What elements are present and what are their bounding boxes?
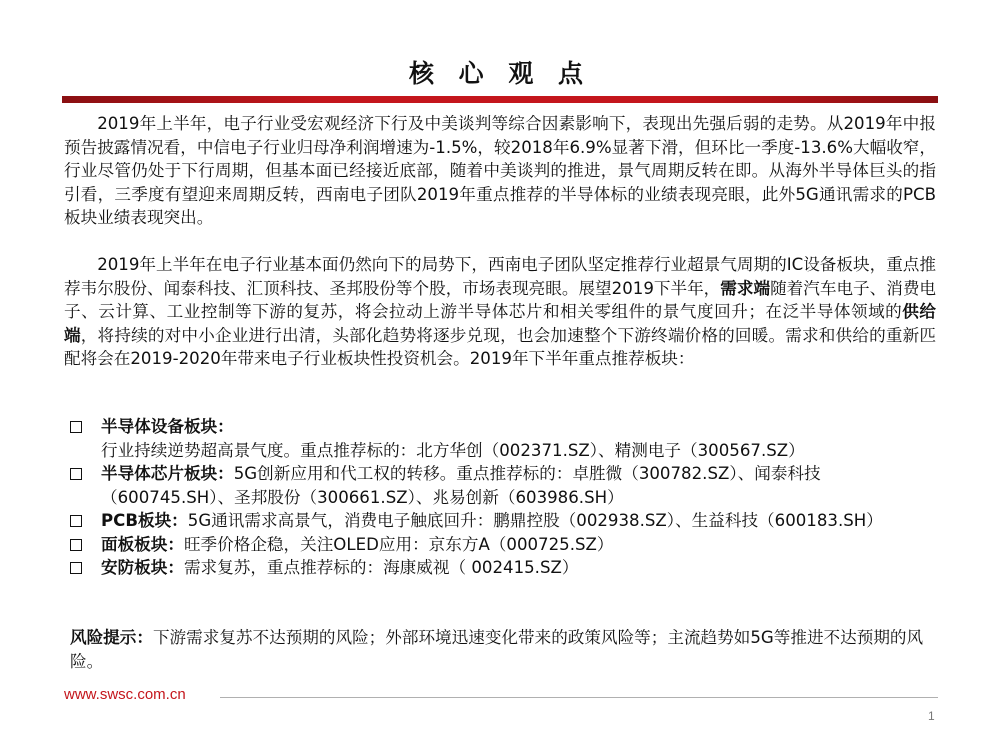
bullet-text: 行业持续逆势超高景气度。重点推荐标的：北方华创（002371.SZ）、精测电子（300567.SZ） (101, 440, 805, 460)
title-divider (62, 96, 938, 103)
bullet-label: 安防板块： (101, 558, 184, 577)
page-number: 1 (928, 709, 935, 723)
recommended-sectors-list (68, 415, 936, 580)
risk-warning (70, 626, 936, 673)
checkbox-bullet-icon (70, 468, 82, 480)
checkbox-bullet-icon (70, 562, 82, 574)
checkbox-bullet-icon (70, 421, 82, 433)
list-item-pcb (68, 509, 936, 533)
bullet-label: PCB板块： (101, 511, 188, 530)
bullet-text: 旺季价格企稳，关注OLED应用：京东方A（000725.SZ） (183, 534, 614, 554)
bullet-text: 5G创新应用和代工权的转移。重点推荐标的：卓胜微（300782.SZ）、闻泰科技（600745.SH）、圣邦股份（300661.SZ）、兆易创新（603986.SH） (101, 464, 821, 507)
checkbox-bullet-icon (70, 539, 82, 551)
risk-label: 风险提示： (70, 628, 153, 647)
bullet-text: 5G通讯需求高景气，消费电子触底回升：鹏鼎控股（002938.SZ）、生益科技（600183.SH） (187, 511, 883, 530)
website-link[interactable]: www.swsc.com.cn (64, 686, 186, 703)
checkbox-bullet-icon (70, 515, 82, 527)
page-title: 核 心 观 点 (408, 59, 592, 88)
footer-divider (220, 697, 938, 698)
paragraph-outlook (64, 253, 936, 371)
bullet-label: 半导体芯片板块： (101, 464, 234, 483)
list-item-semiconductor-equipment (68, 415, 936, 462)
outlook-text-1: 2019年上半年在电子行业基本面仍然向下的局势下，西南电子团队坚定推荐行业超景气周期的IC设备板块，重点推荐韦尔股份、闻泰科技、汇顶科技、圣邦股份等个股，市场表现亮眼。展望2019下半年， (64, 255, 936, 298)
list-item-panel (68, 533, 936, 557)
supply-side-keyword: 供给端 (64, 302, 936, 345)
list-item-security (68, 556, 936, 580)
risk-text: 下游需求复苏不达预期的风险；外部环境迅速变化带来的政策风险等；主流趋势如5G等推进不达预期的风险。 (70, 628, 924, 671)
outlook-text-2: 随着汽车电子、消费电子、云计算、工业控制等下游的复苏，将会拉动上游半导体芯片和相关零组件的景气度回升；在泛半导体领域的 (64, 278, 937, 321)
bullet-label: 半导体设备板块： (101, 417, 234, 436)
demand-side-keyword: 需求端 (720, 278, 771, 298)
list-item-semiconductor-chips (68, 462, 936, 509)
bullet-label: 面板板块： (101, 534, 184, 554)
paragraph-overview: 2019年上半年，电子行业受宏观经济下行及中美谈判等综合因素影响下，表现出先强后弱的走势。从2019年中报预告披露情况看，中信电子行业归母净利润增速为-1.5%，较2018年6.9%显著下滑，但环比一季度-13.6%大幅收窄，行业尽管仍处于下行周期，但基本面已经接近底部，随着中美谈判的推进，景气周期反转在即。从海外半导体巨头的指引看，三季度有望迎来周期反转，西南电子团队2019年重点推荐的半导体标的业绩表现亮眼，此外5G通讯需求的PCB板块业绩表现突出。 (64, 114, 936, 227)
outlook-text-3: ，将持续的对中小企业进行出清，头部化趋势将逐步兑现，也会加速整个下游终端价格的回暖。需求和供给的重新匹配将会在2019-2020年带来电子行业板块性投资机会。2019年下半年重点推荐板块： (64, 325, 937, 368)
bullet-text: 需求复苏，重点推荐标的：海康威视（ 002415.SZ） (183, 558, 579, 577)
